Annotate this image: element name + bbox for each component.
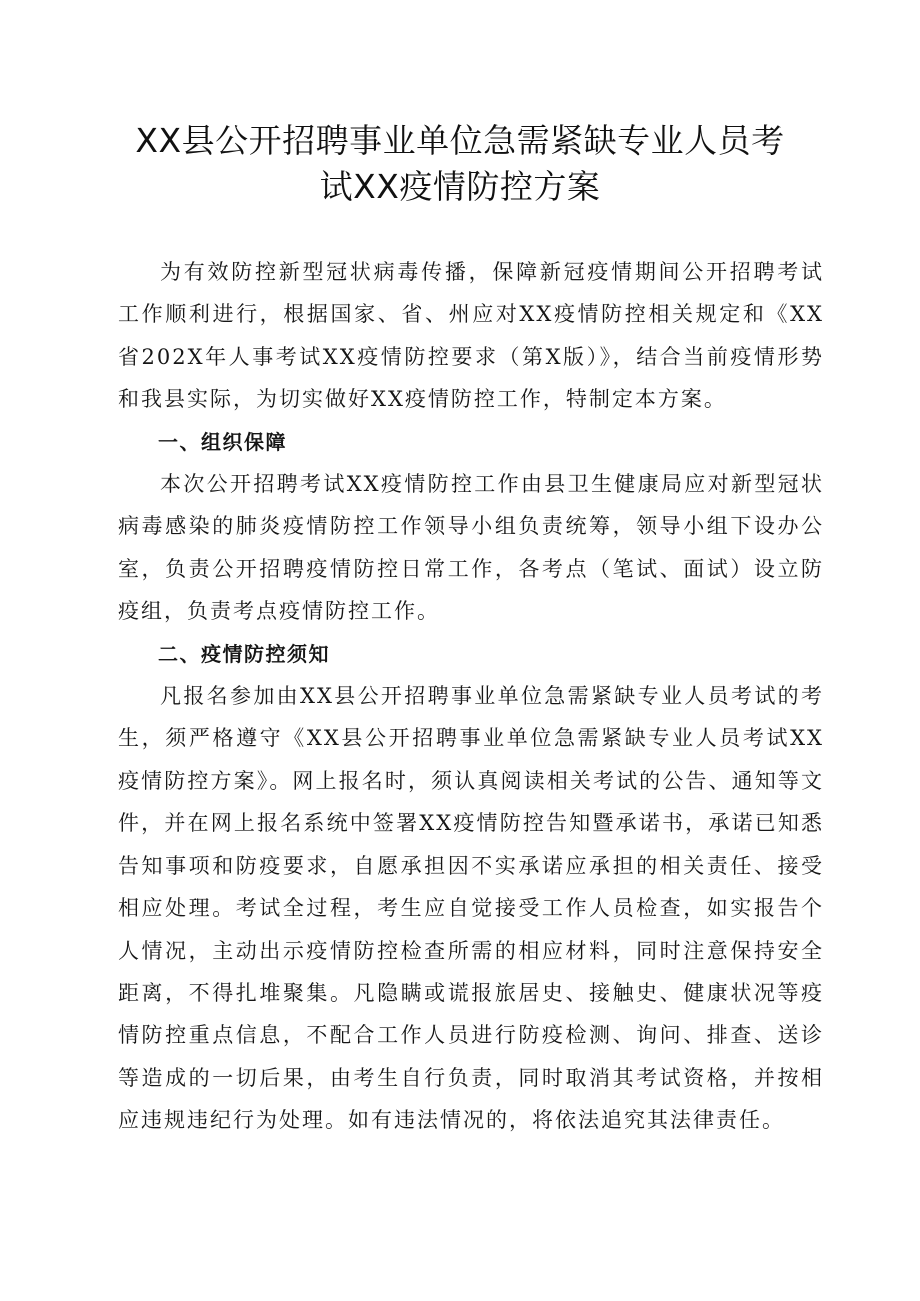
document-title-line-2: 试XX疫情防控方案: [319, 167, 601, 206]
section-heading-organization: 一、组织保障: [158, 429, 287, 454]
section-heading-prevention-notice: 二、疫情防控须知: [158, 641, 330, 666]
document-title-line-1: XX县公开招聘事业单位急需紧缺专业人员考: [135, 121, 785, 160]
document-body: [118, 251, 824, 1142]
section-body-prevention-notice: 凡报名参加由XX县公开招聘事业单位急需紧缺专业人员考试的考生，须严格遵守《XX县公开招聘事业单位急需紧缺专业人员考试XX疫情防控方案》。网上报名时，须认真阅读相关考试的公告、通知等文件，并在网上报名系统中签署XX疫情防控告知暨承诺书，承诺已知悉告知事项和防疫要求，自愿承担因不实承诺应承担的相关责任、接受相应处理。考试全过程，考生应自觉接受工作人员检查，如实报告个人情况，主动出示疫情防控检查所需的相应材料，同时注意保持安全距离，不得扎堆聚集。凡隐瞒或谎报旅居史、接触史、健康状况等疫情防控重点信息，不配合工作人员进行防疫检测、询问、排查、送诊等造成的一切后果，由考生自行负责，同时取消其考试资格，并按相应违规违纪行为处理。如有违法情况的，将依法追究其法律责任。: [118, 684, 824, 1133]
intro-paragraph: 为有效防控新型冠状病毒传播，保障新冠疫情期间公开招聘考试工作顺利进行，根据国家、省、州应对XX疫情防控相关规定和《XX省202X年人事考试XX疫情防控要求（第X版）》，结合当前疫情形势和我县实际，为切实做好XX疫情防控工作，特制定本方案。: [118, 260, 824, 412]
document-title: [110, 118, 810, 210]
section-body-organization: 本次公开招聘考试XX疫情防控工作由县卫生健康局应对新型冠状病毒感染的肺炎疫情防控工作领导小组负责统筹，领导小组下设办公室，负责公开招聘疫情防控日常工作，各考点（笔试、面试）设立防疫组，负责考点疫情防控工作。: [118, 472, 824, 624]
